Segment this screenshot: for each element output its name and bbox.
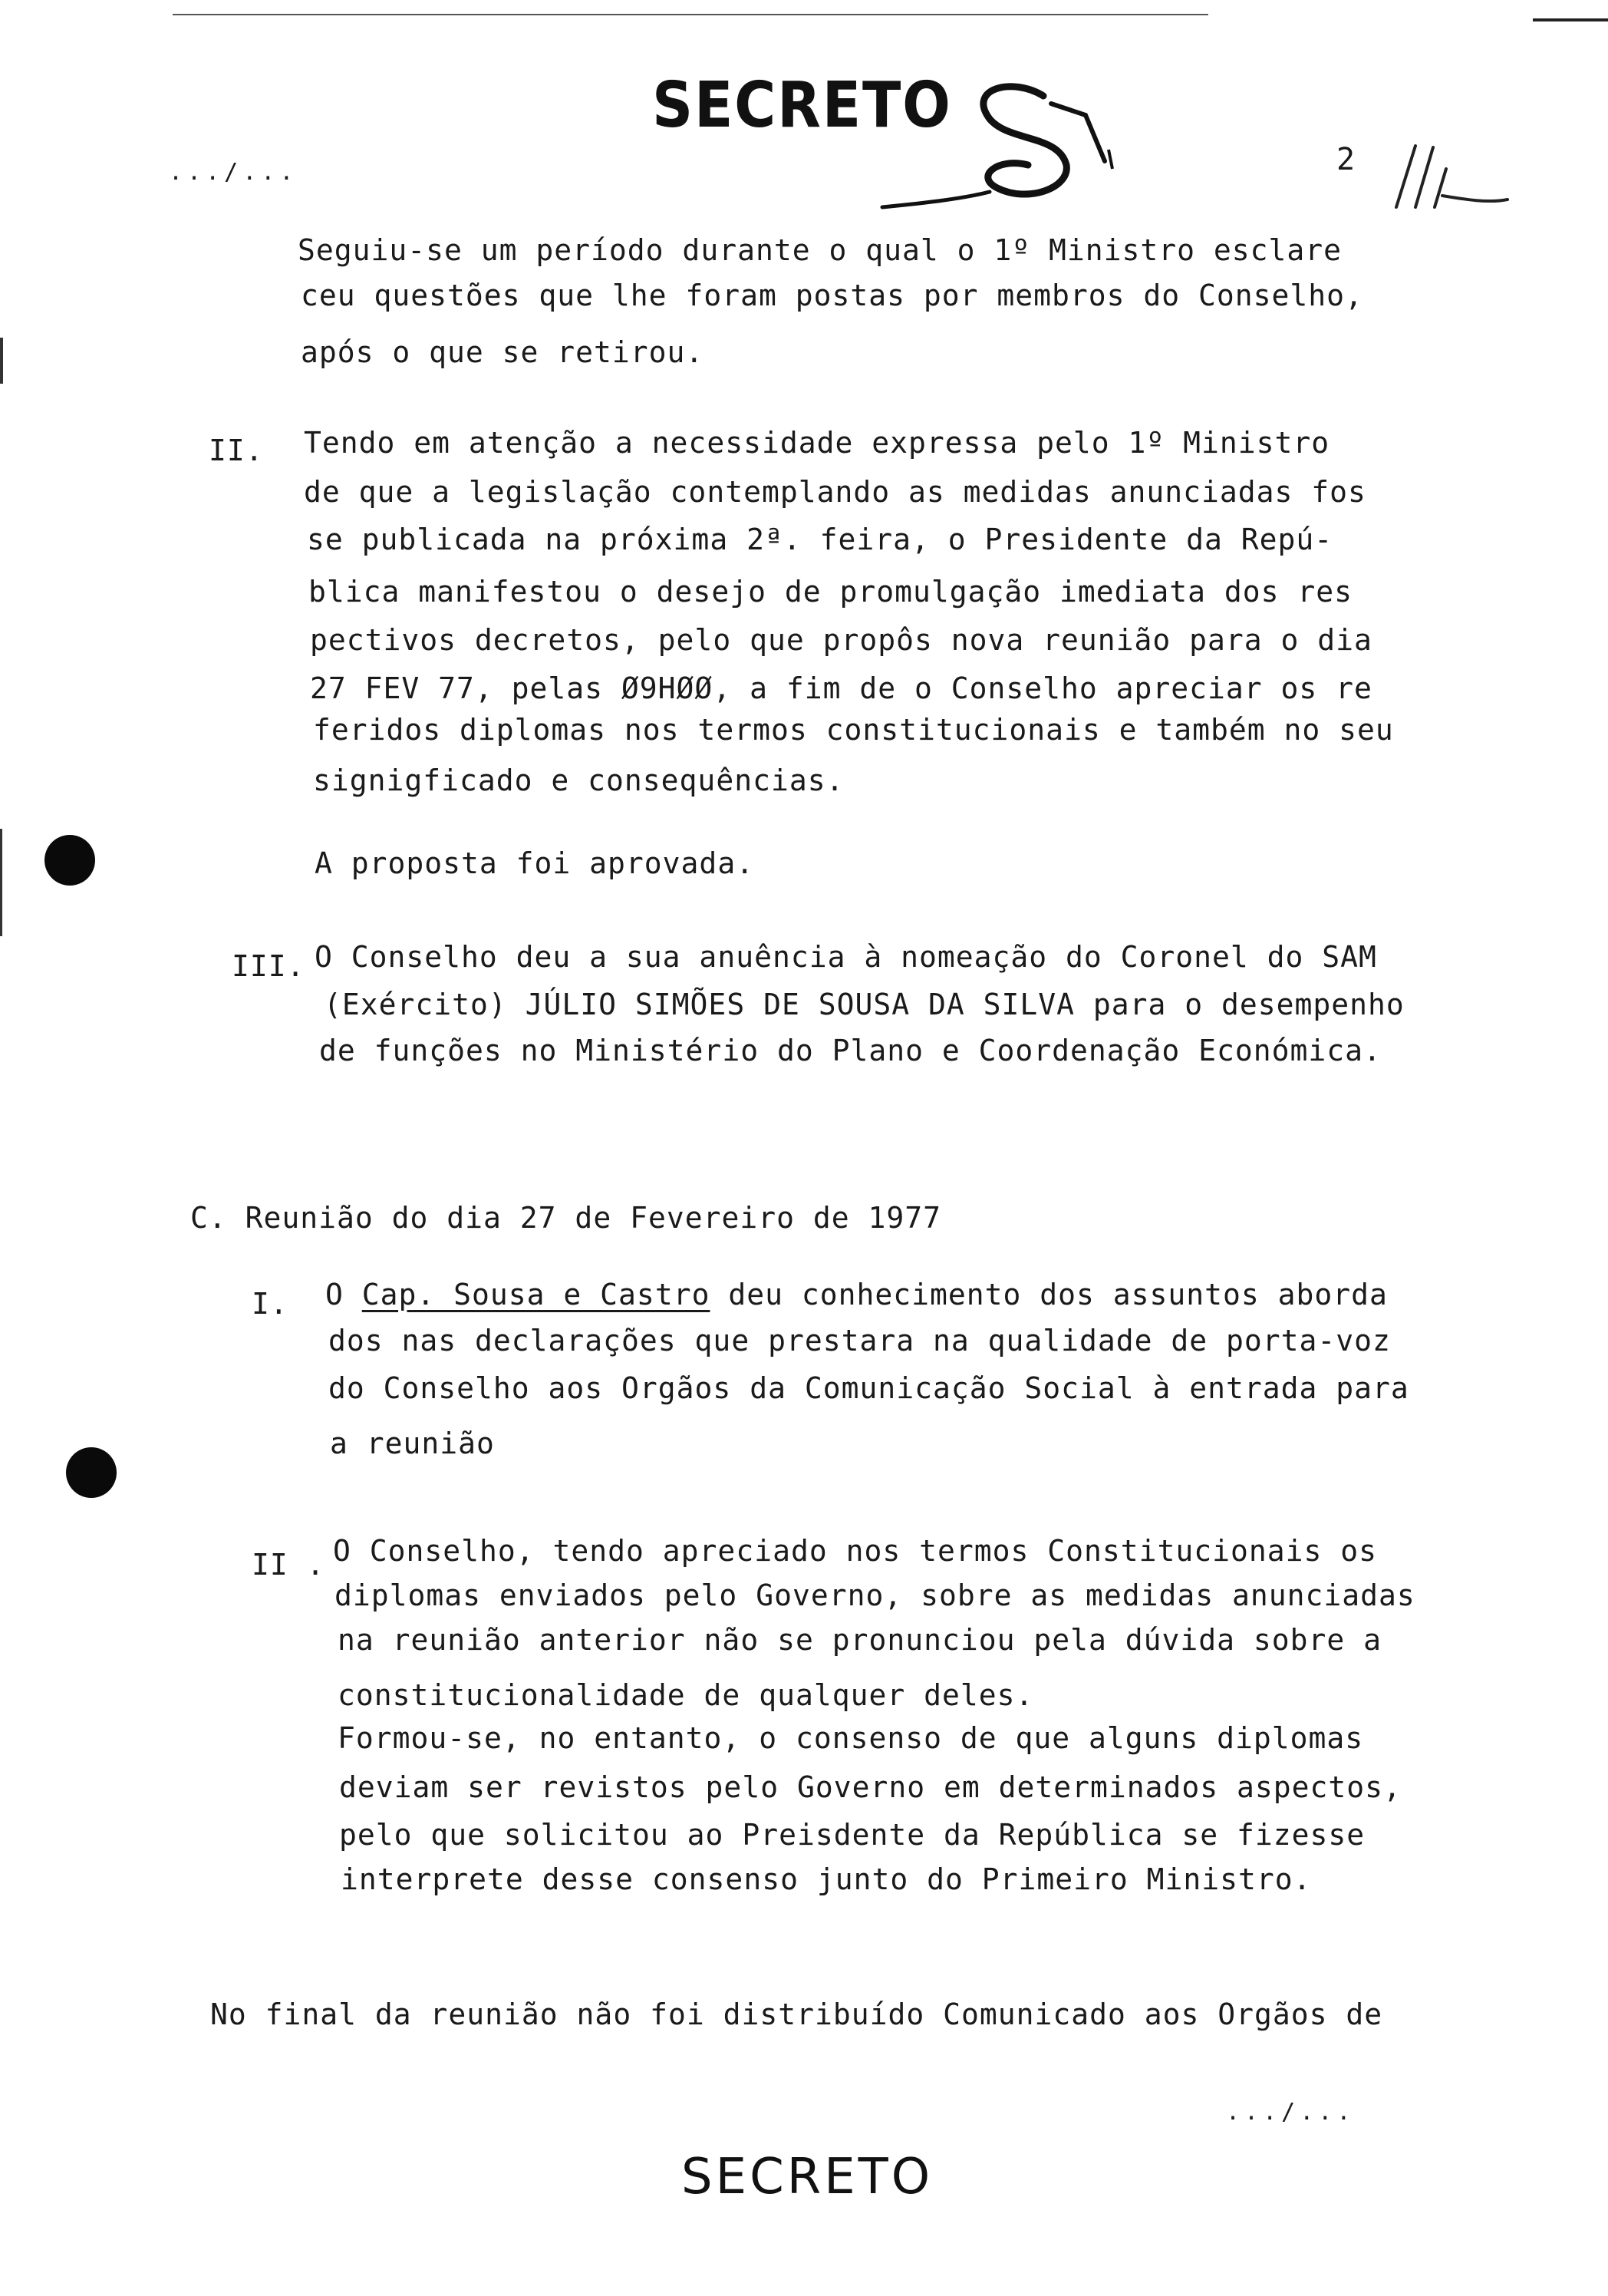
continuation-mark-top: .../... bbox=[169, 159, 298, 186]
paragraph-line: interprete desse consenso junto do Primeiro Ministro. bbox=[341, 1862, 1312, 1896]
paragraph-line: se publicada na próxima 2ª. feira, o Presidente da Repú- bbox=[307, 523, 1333, 556]
section-heading: C. Reunião do dia 27 de Fevereiro de 1977 bbox=[190, 1201, 941, 1235]
paragraph-line: de funções no Ministério do Plano e Coordenação Económica. bbox=[319, 1034, 1382, 1067]
punch-hole-upper bbox=[44, 835, 95, 886]
approval-line: A proposta foi aprovada. bbox=[315, 846, 755, 880]
paragraph-line: ceu questões que lhe foram postas por membros do Conselho, bbox=[301, 279, 1363, 312]
paragraph-line: Seguiu-se um período durante o qual o 1º Ministro esclare bbox=[298, 233, 1343, 267]
top-scan-line bbox=[173, 14, 1208, 15]
classification-stamp-top: SECRETO bbox=[652, 69, 952, 142]
top-right-scan-line bbox=[1533, 18, 1608, 21]
paragraph-line: Tendo em atenção a necessidade expressa pelo 1º Ministro bbox=[304, 426, 1330, 460]
line-rest: deu conhecimento dos assuntos aborda bbox=[710, 1278, 1388, 1311]
paragraph-line: a reunião bbox=[330, 1427, 495, 1460]
paragraph-line: signigficado e consequências. bbox=[313, 764, 845, 797]
left-edge-mark bbox=[0, 338, 3, 384]
paragraph-line: feridos diplomas nos termos constitucionais e também no seu bbox=[313, 713, 1394, 747]
closing-line: No final da reunião não foi distribuído Comunicado aos Orgãos de bbox=[210, 1997, 1383, 2031]
handwritten-signature bbox=[875, 73, 1135, 219]
continuation-mark-bottom: .../... bbox=[1226, 2099, 1356, 2126]
paragraph-line: constitucionalidade de qualquer deles. bbox=[338, 1678, 1034, 1712]
item-marker: I. bbox=[252, 1287, 288, 1321]
page-initials bbox=[1381, 138, 1511, 223]
item-marker: II. bbox=[209, 434, 264, 467]
punch-hole-lower bbox=[66, 1447, 117, 1498]
paragraph-line: 27 FEV 77, pelas Ø9HØØ, a fim de o Conselho apreciar os re bbox=[310, 671, 1372, 705]
line-prefix: O bbox=[325, 1278, 362, 1311]
paragraph-line: blica manifestou o desejo de promulgação imediata dos res bbox=[308, 575, 1353, 609]
paragraph-line bbox=[325, 1280, 1388, 1309]
left-edge-mark bbox=[0, 829, 2, 936]
item-marker: III. bbox=[232, 949, 305, 983]
classification-stamp-bottom: SECRETO bbox=[681, 2149, 934, 2205]
underlined-name: Cap. Sousa e Castro bbox=[361, 1278, 710, 1311]
paragraph-line: dos nas declarações que prestara na qualidade de porta-voz bbox=[328, 1324, 1391, 1357]
paragraph-line: de que a legislação contemplando as medidas anunciadas fos bbox=[304, 475, 1366, 509]
item-marker: II . bbox=[252, 1548, 325, 1582]
paragraph-line: O Conselho deu a sua anuência à nomeação do Coronel do SAM bbox=[315, 940, 1377, 974]
paragraph-line: diplomas enviados pelo Governo, sobre as medidas anunciadas bbox=[334, 1578, 1415, 1612]
paragraph-line: Formou-se, no entanto, o consenso de que alguns diplomas bbox=[338, 1721, 1364, 1755]
paragraph-line: do Conselho aos Orgãos da Comunicação Social à entrada para bbox=[328, 1371, 1409, 1405]
paragraph-line: na reunião anterior não se pronunciou pela dúvida sobre a bbox=[338, 1623, 1382, 1657]
paragraph-line: deviam ser revistos pelo Governo em determinados aspectos, bbox=[339, 1770, 1402, 1804]
paragraph-line: após o que se retirou. bbox=[301, 335, 704, 369]
paragraph-line: pelo que solicitou ao Preisdente da República se fizesse bbox=[339, 1818, 1366, 1852]
paragraph-line: (Exército) JÚLIO SIMÕES DE SOUSA DA SILVA para o desempenho bbox=[324, 988, 1405, 1021]
paragraph-line: O Conselho, tendo apreciado nos termos Constitucionais os bbox=[333, 1534, 1378, 1568]
page-number: 2 bbox=[1336, 142, 1356, 177]
paragraph-line: pectivos decretos, pelo que propôs nova reunião para o dia bbox=[310, 623, 1372, 657]
